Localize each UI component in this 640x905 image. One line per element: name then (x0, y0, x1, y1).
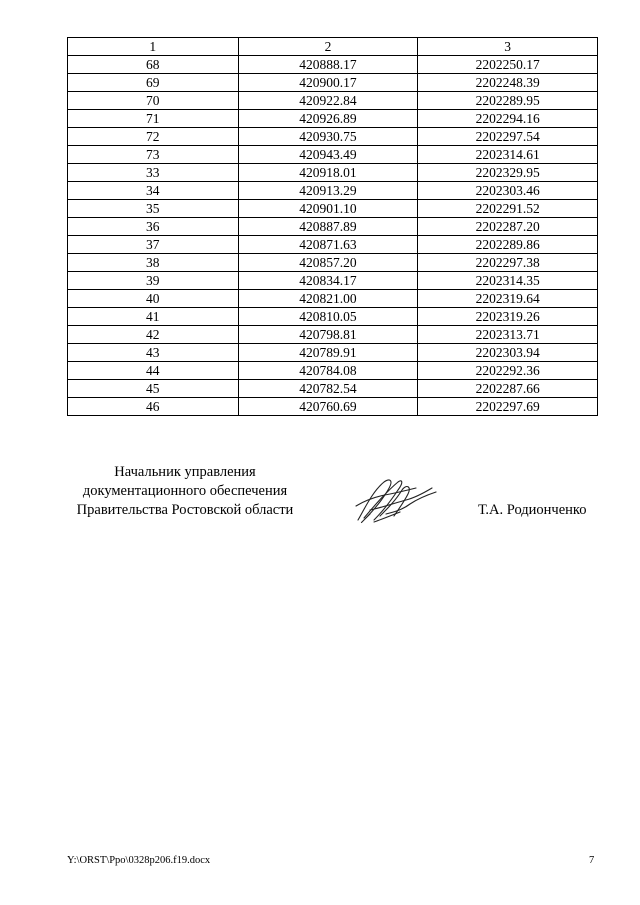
point-number-cell: 36 (68, 218, 239, 236)
x-coordinate-cell: 420789.91 (238, 344, 418, 362)
table-row (68, 236, 598, 254)
table-row (68, 74, 598, 92)
point-number-cell: 43 (68, 344, 239, 362)
point-number-cell: 35 (68, 200, 239, 218)
table-row (68, 128, 598, 146)
table-row (68, 290, 598, 308)
y-coordinate-cell: 2202289.95 (418, 92, 598, 110)
y-coordinate-cell: 2202319.64 (418, 290, 598, 308)
point-number-cell: 44 (68, 362, 239, 380)
x-coordinate-cell: 420943.49 (238, 146, 418, 164)
y-coordinate-cell: 2202297.69 (418, 398, 598, 416)
y-coordinate-cell: 2202313.71 (418, 326, 598, 344)
x-coordinate-cell: 420857.20 (238, 254, 418, 272)
y-coordinate-cell: 2202303.94 (418, 344, 598, 362)
y-coordinate-cell: 2202291.52 (418, 200, 598, 218)
point-number-cell: 34 (68, 182, 239, 200)
x-coordinate-cell: 420887.89 (238, 218, 418, 236)
point-number-cell: 45 (68, 380, 239, 398)
table-row (68, 380, 598, 398)
column-header-3: 3 (418, 38, 598, 56)
x-coordinate-cell: 420784.08 (238, 362, 418, 380)
y-coordinate-cell: 2202314.35 (418, 272, 598, 290)
point-number-cell: 72 (68, 128, 239, 146)
signer-position-line-1: Начальник управления (114, 464, 256, 480)
point-number-cell: 46 (68, 398, 239, 416)
x-coordinate-cell: 420888.17 (238, 56, 418, 74)
y-coordinate-cell: 2202287.66 (418, 380, 598, 398)
table-row (68, 272, 598, 290)
table-row (68, 110, 598, 128)
x-coordinate-cell: 420871.63 (238, 236, 418, 254)
signer-name: Т.А. Родионченко (478, 502, 587, 518)
y-coordinate-cell: 2202289.86 (418, 236, 598, 254)
y-coordinate-cell: 2202297.38 (418, 254, 598, 272)
y-coordinate-cell: 2202248.39 (418, 74, 598, 92)
point-number-cell: 70 (68, 92, 239, 110)
point-number-cell: 69 (68, 74, 239, 92)
table-row (68, 362, 598, 380)
table-row (68, 308, 598, 326)
point-number-cell: 42 (68, 326, 239, 344)
table-row (68, 92, 598, 110)
page-number: 7 (589, 855, 595, 866)
point-number-cell: 40 (68, 290, 239, 308)
table-row (68, 326, 598, 344)
y-coordinate-cell: 2202329.95 (418, 164, 598, 182)
x-coordinate-cell: 420926.89 (238, 110, 418, 128)
y-coordinate-cell: 2202319.26 (418, 308, 598, 326)
table-row (68, 218, 598, 236)
x-coordinate-cell: 420900.17 (238, 74, 418, 92)
table-body (68, 56, 598, 416)
table-row (68, 182, 598, 200)
column-header-2: 2 (238, 38, 418, 56)
y-coordinate-cell: 2202250.17 (418, 56, 598, 74)
point-number-cell: 73 (68, 146, 239, 164)
x-coordinate-cell: 420930.75 (238, 128, 418, 146)
table-row (68, 164, 598, 182)
point-number-cell: 37 (68, 236, 239, 254)
x-coordinate-cell: 420918.01 (238, 164, 418, 182)
column-header-1: 1 (68, 38, 239, 56)
y-coordinate-cell: 2202314.61 (418, 146, 598, 164)
y-coordinate-cell: 2202287.20 (418, 218, 598, 236)
x-coordinate-cell: 420782.54 (238, 380, 418, 398)
signer-position-line-2: документационного обеспечения (82, 483, 288, 499)
point-number-cell: 41 (68, 308, 239, 326)
table-row (68, 344, 598, 362)
x-coordinate-cell: 420821.00 (238, 290, 418, 308)
footer-file-path: Y:\ORST\Ppo\0328p206.f19.docx (67, 855, 211, 866)
table-row (68, 56, 598, 74)
y-coordinate-cell: 2202292.36 (418, 362, 598, 380)
point-number-cell: 33 (68, 164, 239, 182)
table-row (68, 200, 598, 218)
x-coordinate-cell: 420834.17 (238, 272, 418, 290)
table-row (68, 254, 598, 272)
point-number-cell: 39 (68, 272, 239, 290)
signer-position (60, 463, 310, 520)
x-coordinate-cell: 420810.05 (238, 308, 418, 326)
x-coordinate-cell: 420913.29 (238, 182, 418, 200)
handwritten-signature (350, 470, 440, 530)
point-number-cell: 38 (68, 254, 239, 272)
table-row (68, 398, 598, 416)
x-coordinate-cell: 420760.69 (238, 398, 418, 416)
y-coordinate-cell: 2202297.54 (418, 128, 598, 146)
x-coordinate-cell: 420922.84 (238, 92, 418, 110)
point-number-cell: 71 (68, 110, 239, 128)
table-header-row (68, 38, 598, 56)
signer-position-line-3: Правительства Ростовской области (76, 502, 294, 518)
y-coordinate-cell: 2202294.16 (418, 110, 598, 128)
coordinates-table (67, 37, 598, 416)
table-row (68, 146, 598, 164)
x-coordinate-cell: 420901.10 (238, 200, 418, 218)
point-number-cell: 68 (68, 56, 239, 74)
x-coordinate-cell: 420798.81 (238, 326, 418, 344)
y-coordinate-cell: 2202303.46 (418, 182, 598, 200)
